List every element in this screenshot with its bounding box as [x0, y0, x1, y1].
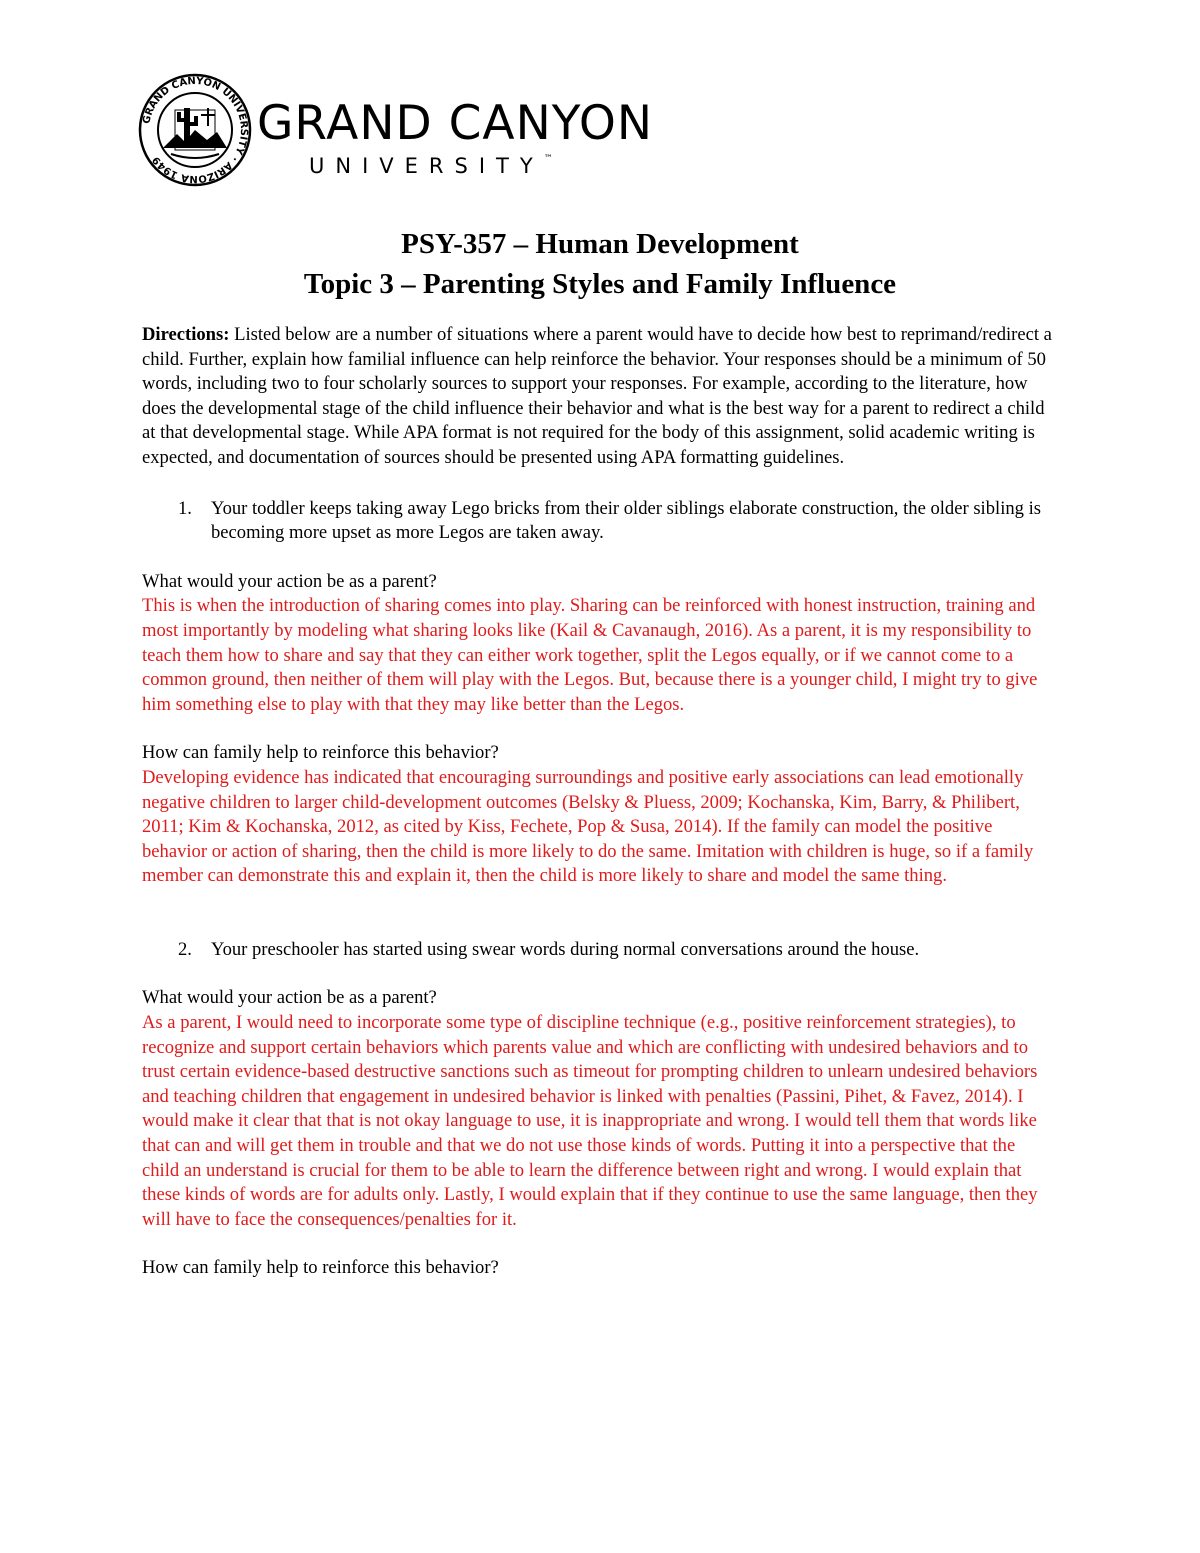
question-1-family: How can family help to reinforce this behavior? [142, 742, 499, 764]
logo-name-line1: GRAND CANYON [257, 96, 654, 151]
answer-1-action: This is when the introduction of sharing comes into play. Sharing can be reinforced with honest instruction, training and most importantly by modeling what sharing looks like (Kail & Cavanaugh, 2016). As a parent, it is my responsibility to teach them how to share and say that they can either work together, split the Legos equally, or if we cannot come to a common ground, then neither of them will play with the Legos. But, because there is a younger child, I might try to give him something else to play with that they may like better than the Legos. [142, 595, 1038, 715]
logo-name-line2: UNIVERSITY™ [309, 154, 553, 178]
trademark-mark: ™ [543, 154, 553, 164]
scenario-1 [142, 497, 1057, 546]
directions-text: Listed below are a number of situations where a parent would have to decide how best to reprimand/redirect a child. Further, explain how familial influence can help reinforce the behavior. Your responses should be a minimum of 50 words, including two to four scholarly sources to support your responses. For example, according to the literature, how does the developmental stage of the child influence their behavior and what is the best way for a parent to redirect a child at that developmental stage. While APA format is not required for the body of this assignment, solid academic writing is expected, and documentation of sources should be presented using APA formatting guidelines. [142, 324, 1052, 468]
course-title: PSY-357 – Human Development [401, 228, 799, 260]
scenario-1-number: 1. [178, 497, 192, 519]
topic-title: Topic 3 – Parenting Styles and Family Influence [303, 268, 897, 300]
scenario-2-number: 2. [178, 938, 192, 960]
answer-1-family: Developing evidence has indicated that encouraging surroundings and positive early associations can lead emotionally negative children to larger child-development outcomes (Belsky & Pluess, 2009; Kochanska, Kim, Barry, & Philibert, 2011; Kim & Kochanska, 2012, as cited by Kiss, Fechete, Pop & Susa, 2014). If the family can model the positive behavior or action of sharing, then the child is more likely to do the same. Imitation with children is huge, so if a family member can demonstrate this and explain it, then the child is more likely to share and model the same thing. [142, 766, 1034, 887]
document-body [142, 323, 1057, 1281]
answer-2-action: As a parent, I would need to incorporate some type of discipline technique (e.g., positive reinforcement strategies), to recognize and support certain behaviors which parents value and which are conflicting with undesired behaviors and to trust certain evidence-based destructive sanctions such as timeout for prompting children to unlearn undesired behaviors and teaching children that engagement in undesired behavior is linked with penalties (Passini, Pihet, & Favez, 2014). I would make it clear that that is not okay language to use, it is inappropriate and wrong. I would tell them that words like that can and will get them in trouble and that we do not use those kinds of words. Putting it into a perspective that the child an understand is crucial for them to be able to learn the difference between right and wrong. I would explain that these kinds of words are for adults only. Lastly, I would explain that if they continue to use the same language, then they will have to face the consequences/penalties for it. [142, 1012, 1038, 1230]
question-2-action: What would your action be as a parent? [142, 987, 437, 1009]
question-2-family: How can family help to reinforce this behavior? [142, 1257, 499, 1279]
svg-text:GRAND CANYON UNIVERSITY · ARIZ: GRAND CANYON UNIVERSITY · ARIZONA 1949 [141, 75, 250, 185]
scenario-2 [142, 938, 1057, 963]
directions-label: Directions: [142, 324, 230, 345]
university-logo [137, 72, 654, 196]
university-wordmark [257, 96, 654, 178]
scenario-1-text: Your toddler keeps taking away Lego bricks from their older siblings elaborate construction, the older sibling is becoming more upset as more Legos are taken away. [211, 497, 1041, 544]
question-1-action: What would your action be as a parent? [142, 570, 437, 592]
document-title [0, 224, 1200, 304]
directions-paragraph [142, 323, 1057, 471]
scenario-2-text: Your preschooler has started using swear words during normal conversations around the house. [211, 938, 920, 960]
university-seal-icon [137, 72, 253, 188]
